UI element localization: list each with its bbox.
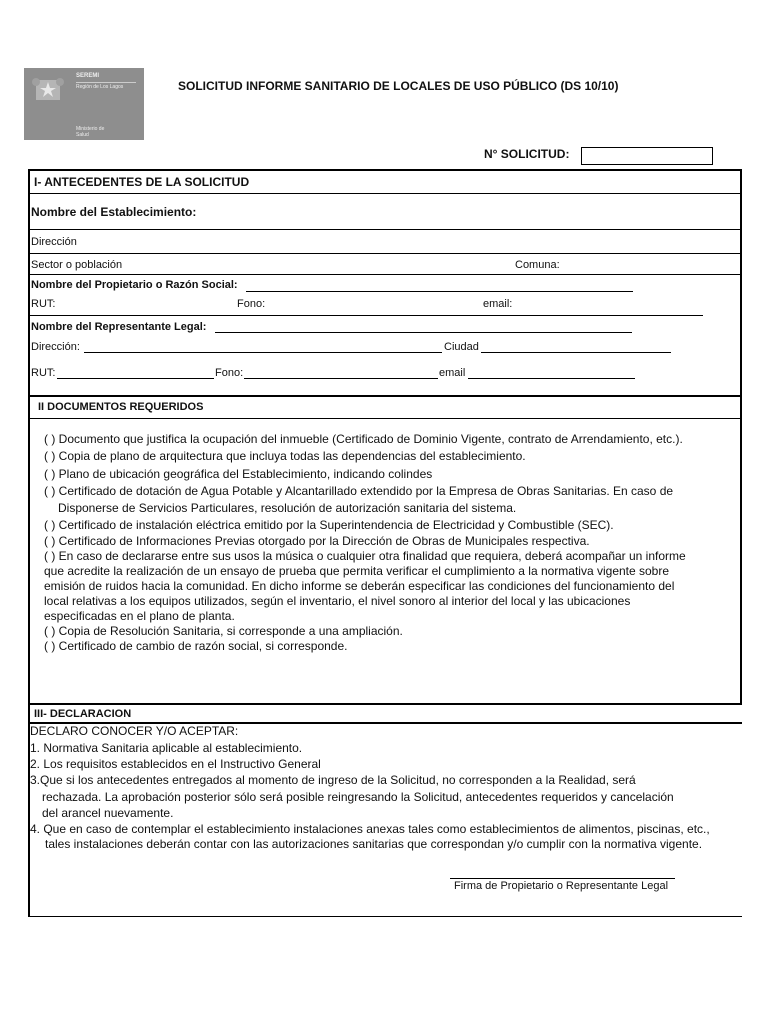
propietario-label: Nombre del Propietario o Razón Social: (31, 279, 238, 291)
propietario-field[interactable] (246, 291, 633, 292)
declaration-item: tales instalaciones deberán contar con las autorizaciones sanitarias que correspondan y/o cumplir con la normativa vigente. (45, 837, 703, 851)
document-item: especificadas en el plano de planta. (44, 609, 235, 623)
document-item: ( ) Copia de plano de arquitectura que incluya todas las dependencias del establecimiento. (44, 449, 526, 463)
ciudad-field[interactable] (481, 352, 671, 353)
declaration-item: 4. Que en caso de contemplar el establecimiento instalaciones anexas tales como establecimientos de alimentos, piscinas, etc., (30, 822, 710, 836)
document-item: que acredite la realización de un ensayo de prueba que permita verificar el cumplimiento a la normativa vigente sobre (44, 564, 670, 578)
document-item: ( ) Certificado de dotación de Agua Potable y Alcantarillado extendido por la Empresa de Obras Sanitarias. En caso de (44, 484, 674, 498)
declaration-item: del arancel nuevamente. (42, 806, 174, 820)
n-solicitud-field[interactable] (581, 147, 713, 165)
ciudad-label: Ciudad (444, 341, 479, 353)
page-title: SOLICITUD INFORME SANITARIO DE LOCALES DE USO PÚBLICO (DS 10/10) (178, 79, 619, 93)
declaration-item: 1. Normativa Sanitaria aplicable al establecimiento. (30, 741, 303, 755)
form-top-border (28, 169, 742, 171)
section3-heading: III- DECLARACION (34, 708, 132, 720)
document-item: emisión de ruidos hacia la comunidad. En dicho informe se deberán especificar las condiciones del funcionamiento del (44, 579, 675, 593)
email2-field[interactable] (468, 378, 635, 379)
chile-coat-of-arms-icon (30, 74, 66, 104)
direccion-label: Dirección (31, 236, 77, 248)
logo-region-text: Región de Los Lagos (76, 84, 124, 90)
declaration-item: 2. Los requisitos establecidos en el Instructivo General (30, 757, 321, 771)
section1-heading: I- ANTECEDENTES DE LA SOLICITUD (34, 175, 250, 189)
establecimiento-label: Nombre del Establecimiento: (31, 205, 197, 219)
document-item: ( ) Certificado de Informaciones Previas otorgado por la Dirección de Obras de Municipales respectiva. (44, 534, 590, 548)
n-solicitud-label: N° SOLICITUD: (484, 147, 570, 161)
email1-label: email: (483, 298, 513, 310)
logo-ministry-text-1: Ministerio de (76, 126, 105, 132)
rut-fono-email-line[interactable] (28, 315, 703, 316)
fono1-label: Fono: (237, 298, 266, 310)
direccion2-field[interactable] (84, 352, 442, 353)
rut2-label: RUT: (31, 367, 56, 379)
document-item: ( ) Certificado de instalación eléctrica emitido por la Superintendencia de Electricidad y Combustible (SEC). (44, 518, 614, 532)
declaration-item: 3.Que si los antecedentes entregados al momento de ingreso de la Solicitud, no corresponden a la Realidad, será (30, 773, 636, 787)
document-item: ( ) En caso de declararse entre sus usos la música o cualquier otra finalidad que requiera, deberá acompañar un informe (44, 549, 686, 563)
logo-org-text: SEREMI (76, 73, 100, 79)
representante-field[interactable] (215, 332, 632, 333)
rut1-label: RUT: (31, 298, 56, 310)
firma-label: Firma de Propietario o Representante Legal (454, 880, 669, 892)
declaration-item: rechazada. La aprobación posterior sólo será posible reingresando la Solicitud, antecedentes requeridos y cancelación (42, 790, 674, 804)
fono2-label: Fono: (215, 367, 244, 379)
fono2-field[interactable] (244, 378, 438, 379)
firma-line[interactable] (450, 878, 675, 879)
email2-label: email (439, 367, 466, 379)
representante-label: Nombre del Representante Legal: (31, 321, 207, 333)
form-right-border (740, 169, 742, 703)
logo-ministry-text-2: Salud (76, 132, 89, 138)
document-item: ( ) Copia de Resolución Sanitaria, si corresponde a una ampliación. (44, 624, 403, 638)
document-item: local relativas a los equipos utilizados, según el inventario, el nivel sonoro al interior del local y las ubicaciones (44, 594, 631, 608)
document-item: ( ) Plano de ubicación geográfica del Establecimiento, indicando colindes (44, 467, 433, 481)
sector-label: Sector o población (31, 259, 123, 271)
document-item: Disponerse de Servicios Particulares, resolución de autorización sanitaria del sistema. (58, 501, 517, 515)
document-item: ( ) Certificado de cambio de razón social, si corresponde. (44, 639, 348, 653)
rut2-field[interactable] (57, 378, 214, 379)
comuna-label: Comuna: (515, 259, 560, 271)
form-left-border (28, 169, 30, 916)
direccion2-label: Dirección: (31, 341, 80, 353)
form-bottom-border (28, 916, 742, 917)
seremi-logo (24, 68, 144, 140)
declaration-item: DECLARO CONOCER Y/O ACEPTAR: (30, 724, 239, 738)
section2-heading: II DOCUMENTOS REQUERIDOS (38, 401, 204, 413)
document-item: ( ) Documento que justifica la ocupación del inmueble (Certificado de Dominio Vigente, contrato de Arrendamiento, etc.). (44, 432, 683, 446)
